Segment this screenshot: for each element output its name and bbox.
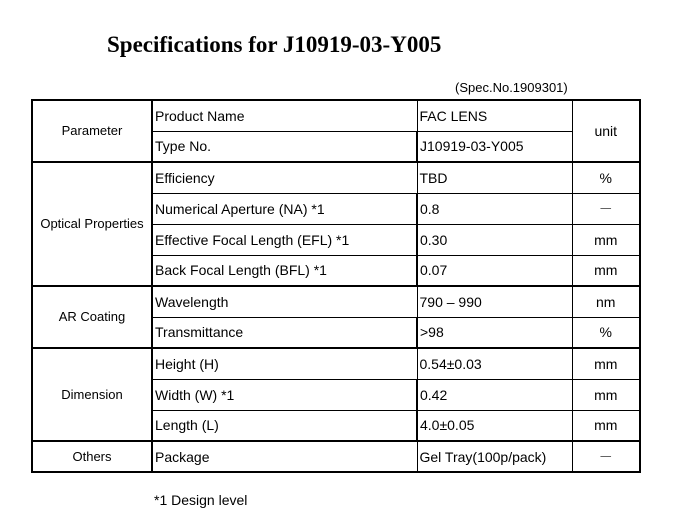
param-name: Type No. [152, 131, 417, 162]
param-name: Back Focal Length (BFL) *1 [152, 255, 417, 286]
param-unit: mm [572, 410, 640, 441]
table-row [32, 348, 640, 379]
table-row [32, 100, 640, 131]
table-row [32, 162, 640, 193]
group-label-dimension: Dimension [32, 348, 152, 441]
param-value: 0.54±0.03 [417, 348, 572, 379]
param-value: Gel Tray(100p/pack) [417, 441, 572, 472]
param-value: 0.8 [417, 193, 572, 224]
group-label-others: Others [32, 441, 152, 472]
param-value: J10919-03-Y005 [417, 131, 572, 162]
param-unit: % [572, 162, 640, 193]
param-unit: mm [572, 224, 640, 255]
param-value: TBD [417, 162, 572, 193]
group-label-parameter: Parameter [32, 100, 152, 162]
table-row [32, 441, 640, 472]
unit-header: unit [572, 100, 640, 162]
param-name: Wavelength [152, 286, 417, 317]
param-value: 0.07 [417, 255, 572, 286]
footnote: *1 Design level [154, 492, 248, 508]
param-unit: － [572, 193, 640, 224]
specifications-table [31, 99, 641, 473]
param-unit: mm [572, 255, 640, 286]
param-name: Efficiency [152, 162, 417, 193]
param-value: 790 – 990 [417, 286, 572, 317]
param-unit: % [572, 317, 640, 348]
document-title: Specifications for J10919-03-Y005 [107, 32, 442, 57]
param-name: Numerical Aperture (NA) *1 [152, 193, 417, 224]
param-unit: nm [572, 286, 640, 317]
group-label-optical-properties: Optical Properties [32, 162, 152, 286]
spec-number: (Spec.No.1909301) [455, 80, 568, 95]
param-name: Length (L) [152, 410, 417, 441]
table-row [32, 286, 640, 317]
param-name: Effective Focal Length (EFL) *1 [152, 224, 417, 255]
param-value: FAC LENS [417, 100, 572, 131]
param-name: Width (W) *1 [152, 379, 417, 410]
param-unit: mm [572, 379, 640, 410]
param-unit: mm [572, 348, 640, 379]
param-name: Package [152, 441, 417, 472]
param-value: >98 [417, 317, 572, 348]
group-label-ar-coating: AR Coating [32, 286, 152, 348]
param-value: 4.0±0.05 [417, 410, 572, 441]
param-name: Transmittance [152, 317, 417, 348]
param-value: 0.30 [417, 224, 572, 255]
param-name: Product Name [152, 100, 417, 131]
param-value: 0.42 [417, 379, 572, 410]
param-name: Height (H) [152, 348, 417, 379]
param-unit: － [572, 441, 640, 472]
